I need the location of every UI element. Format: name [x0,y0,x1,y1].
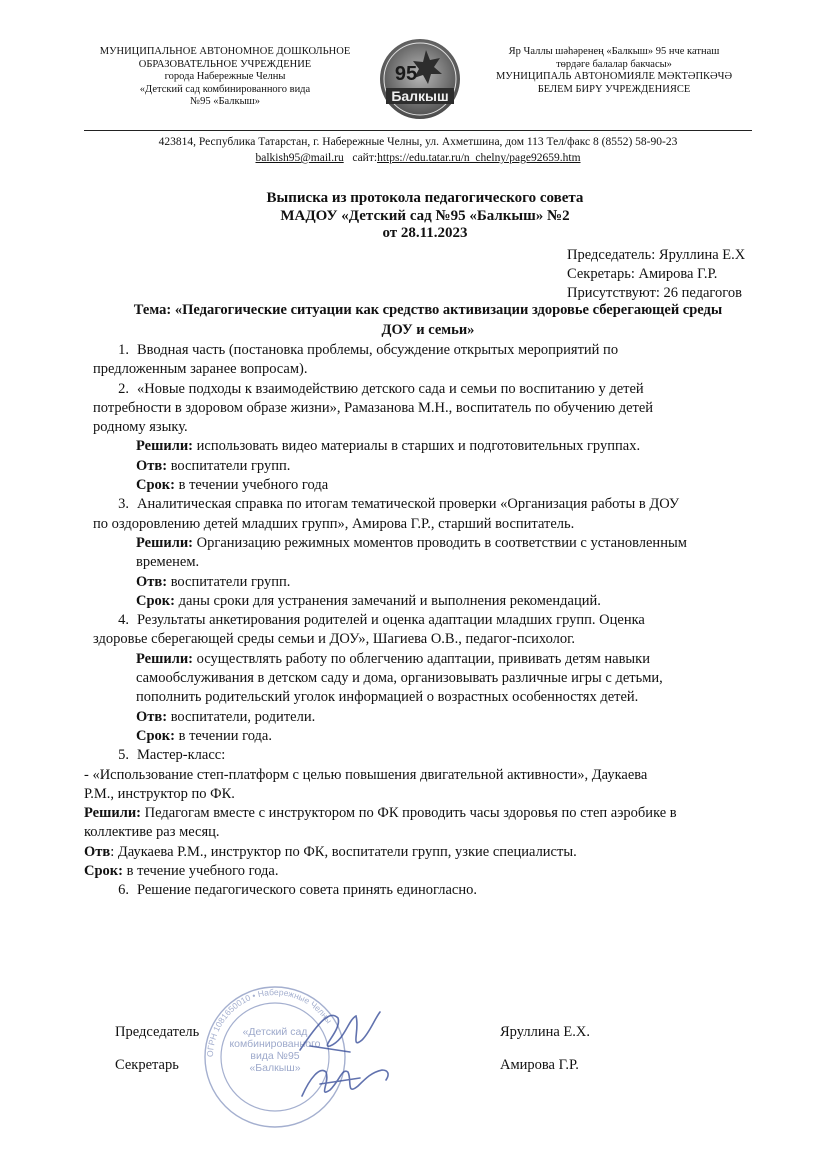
decision-label: Решили: [136,438,194,455]
header-left-line: МУНИЦИПАЛЬНОЕ АВТОНОМНОЕ ДОШКОЛЬНОЕ [99,46,351,57]
meta-present: Присутствуют: 26 педагогов [567,285,742,301]
decision-label: Решили: [136,650,194,667]
header-left-block [80,46,370,109]
deadline-text: в течении года. [174,727,272,744]
topic-heading [78,300,778,340]
deadline-label: Срок: [136,727,175,744]
kindergarten-logo [378,36,462,122]
agenda-item-5 [93,746,773,765]
stamp-inner-text: «Детский сад комбинированного вида №95 «Балкыш» [229,1026,321,1074]
item-number: 5. [118,747,129,764]
deadline-line [93,592,773,611]
header-left-line: «Детский сад комбинированного вида [139,83,311,95]
address-line: 423814, Республика Татарстан, г. Набережные Челны, ул. Ахметшина, дом 113 Тел/факс 8 (8552) 58-90-23 [158,136,678,148]
responsible-label: Отв: [136,708,168,725]
topic-line: Тема: «Педагогические ситуации как средство активизации здоровье сберегающей среды [133,302,723,318]
item-text: Мастер-класс: [137,747,226,764]
item-text-cont: предложенным заранее вопросам). [93,361,308,378]
item-text-cont: потребности в здоровом образе жизни», Рамазанова М.Н., воспитатель по обучению детей [93,399,654,416]
responsible-line [93,573,773,592]
chair-signature-role: Председатель [115,1024,200,1040]
header-right-line: БЕЛЕМ БИРҮ УЧРЕЖДЕНИЯСЕ [537,83,691,95]
email-link[interactable]: balkish95@mail.ru [255,152,344,164]
deadline-label: Срок: [136,592,175,609]
deadline-label: Срок: [84,863,123,880]
responsible-label: Отв: [136,573,168,590]
logo-number: 95 [394,63,418,85]
item-text: Результаты анкетирования родителей и оценка адаптации младших групп. Оценка [137,612,645,629]
title-line: Выписка из протокола педагогического совета [266,190,584,206]
header-divider [84,130,752,131]
responsible-line [93,457,773,476]
decision-line [93,437,773,456]
chair-signature-name: Яруллина Е.Х. [500,1024,590,1040]
item-text: Решение педагогического совета принять единогласно. [137,882,477,899]
title-date: от 28.11.2023 [382,225,468,241]
meta-chair: Председатель: Яруллина Е.Х [567,247,746,263]
site-label: сайт: [352,152,378,164]
responsible-text: : Даукаева Р.М., инструктор по ФК, воспитатели групп, узкие специалисты. [110,843,577,860]
header-right-block [478,46,750,96]
item-text: Вводная часть (постановка проблемы, обсуждение открытых мероприятий по [137,342,619,358]
agenda-item-6 [93,881,773,900]
item-text-cont: здоровье сберегающей среды семьи и ДОУ», Шагиева О.В., педагог-психолог. [93,631,576,648]
decision-line [93,534,773,553]
agenda-item-1 [93,341,773,360]
contact-line [84,150,752,166]
header-left-line: города Набережные Челны [164,71,286,83]
item-number: 6. [118,882,129,899]
item-number: 1. [118,342,129,358]
responsible-text: воспитатели групп. [167,457,291,474]
responsible-label: Отв: [136,457,168,474]
decision-line [93,650,773,669]
decision-text: осуществлять работу по облегчению адаптации, прививать детям навыки [193,650,650,667]
topic-line: ДОУ и семьи» [381,322,475,338]
handwritten-signature [290,1000,400,1110]
deadline-text: в течение учебного года. [122,863,279,880]
agenda-list [84,341,773,901]
decision-line [84,804,773,823]
site-link[interactable]: https://edu.tatar.ru/n_chelny/page92659.htm [377,152,581,164]
decision-text-cont: пополнить родительский уголок информацией о возрастных особенностях детей. [136,689,639,706]
address-block [84,134,752,166]
decision-text: Педагогам вместе с инструктором по ФК проводить часы здоровья по степ аэробике в [141,805,677,822]
responsible-text: воспитатели групп. [167,573,291,590]
masterclass-title: - «Использование степ-платформ с целью повышения двигательной активности», Даукаева [84,766,648,783]
masterclass-author: Р.М., инструктор по ФК. [84,785,235,802]
secretary-signature-name: Амирова Г.Р. [500,1057,579,1073]
decision-text-cont: самообслуживания в детском саду и дома, организовывать различные игры с детьми, [136,670,663,687]
agenda-item-3 [93,495,773,514]
header-right-line: Яр Чаллы шәһәренең «Балкыш» 95 нче катнаш [508,46,720,57]
responsible-line [93,708,773,727]
title-line: МАДОУ «Детский сад №95 «Балкыш» №2 [280,207,570,224]
item-text-cont: по оздоровлению детей младших групп», Амирова Г.Р., старший воспитатель. [93,515,575,532]
decision-text: использовать видео материалы в старших и подготовительных группах. [193,438,641,455]
secretary-signature-role: Секретарь [115,1057,179,1073]
agenda-item-4 [93,611,773,630]
meeting-meta [567,246,745,303]
stamp-ring-text: ОГРН 1081650010 • Набережные Челны [204,986,335,1058]
header-left-line: №95 «Балкыш» [190,96,260,108]
item-text-cont: родному языку. [93,419,188,436]
meta-secretary: Секретарь: Амирова Г.Р. [567,266,718,282]
decision-text: Организацию режимных моментов проводить в соответствии с установленным [193,534,687,551]
deadline-line [93,476,773,495]
header-right-line: МУНИЦИПАЛЬ АВТОНОМИЯЛЕ МӘКТӘПКӘЧӘ [495,71,733,83]
agenda-item-2 [93,380,773,399]
deadline-line [93,727,773,746]
document-title [100,190,750,243]
responsible-label: Отв [84,843,111,860]
decision-text-cont: коллективе раз месяц. [84,824,220,841]
item-number: 3. [118,496,129,513]
deadline-line [84,862,773,881]
decision-label: Решили: [84,805,142,822]
logo-text: Балкыш [391,88,449,104]
deadline-text: в течении учебного года [174,477,329,494]
decision-text-cont: временем. [136,554,200,571]
deadline-label: Срок: [136,477,175,494]
decision-label: Решили: [136,534,194,551]
header-left-line: ОБРАЗОВАТЕЛЬНОЕ УЧРЕЖДЕНИЕ [138,58,312,70]
item-number: 2. [118,380,129,397]
item-number: 4. [118,612,129,629]
deadline-text: даны сроки для устранения замечаний и выполнения рекомендаций. [174,592,601,609]
item-text: «Новые подходы к взаимодействию детского сада и семьи по воспитанию у детей [137,380,644,397]
header-right-line: төрдәге балалар бакчасы» [556,58,672,70]
item-text: Аналитическая справка по итогам тематической проверки «Организация работы в ДОУ [137,496,680,513]
responsible-line [84,843,773,862]
responsible-text: воспитатели, родители. [167,708,316,725]
